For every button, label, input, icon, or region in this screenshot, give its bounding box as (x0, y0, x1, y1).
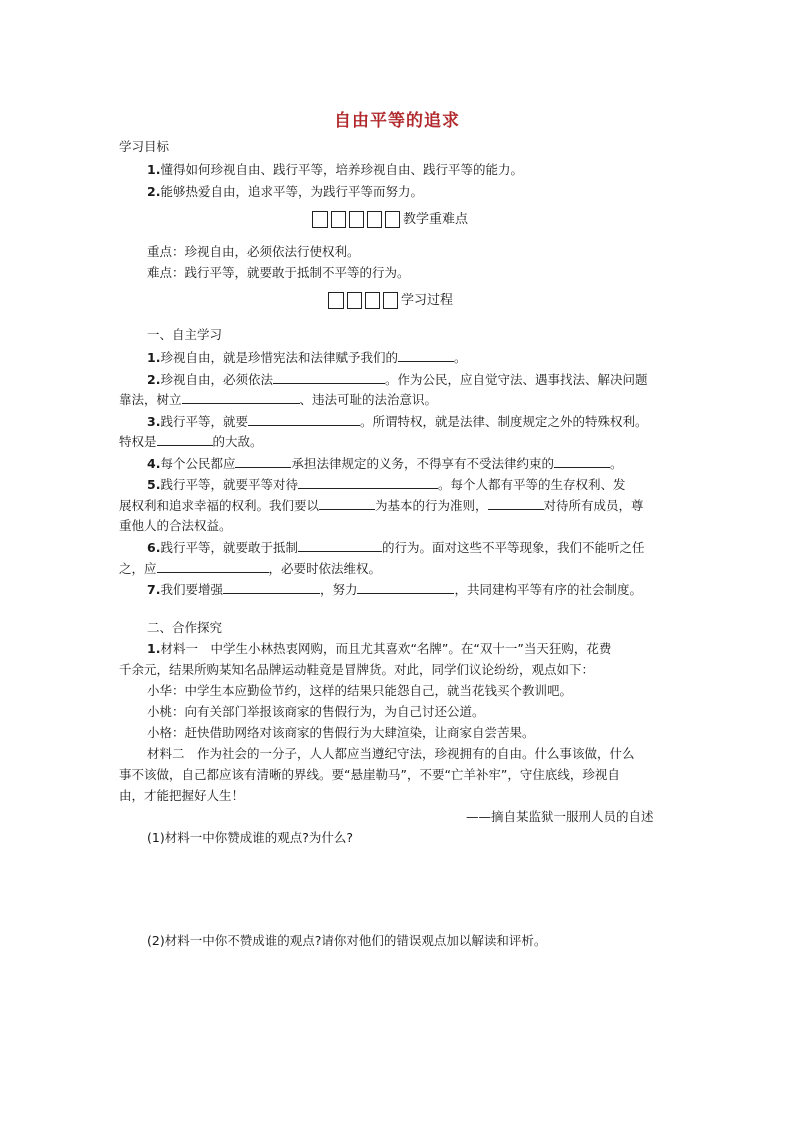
exploration-question-2: (2)材料一中你不赞成谁的观点?请你对他们的错误观点加以解读和评析。 (147, 933, 547, 948)
answer-blank[interactable] (298, 476, 438, 489)
page-title: 自由平等的追求 (334, 111, 460, 131)
material-2-source: ——摘自某监狱一服刑人员的自述 (466, 809, 654, 824)
focus-point: 重点：珍视自由，必须依法行使权利。 (147, 244, 360, 259)
objectives-heading: 学习目标 (119, 139, 170, 154)
material-2-cont: 事不该做，自己都应该有清晰的界线。要“悬崖勒马”，不要“亡羊补牢”，守住底线，珍视自 (119, 767, 620, 782)
decorative-boxes (328, 292, 401, 310)
part2-heading: 二、合作探究 (147, 620, 223, 635)
answer-blank[interactable] (248, 413, 360, 426)
answer-blank[interactable] (235, 455, 291, 468)
question-6: 6.践行平等，就要敢于抵制 的行为。面对这些不平等现象，我们不能听之任 (147, 540, 645, 555)
answer-blank[interactable] (554, 455, 610, 468)
material-1-cont: 千余元，结果所购某知名品牌运动鞋竟是冒牌货。对此，同学们议论纷纷，观点如下： (119, 662, 595, 677)
answer-blank[interactable] (488, 497, 544, 510)
viewpoint-xiaotao: 小桃：向有关部门举报该商家的售假行为，为自己讨还公道。 (147, 704, 485, 719)
answer-blank[interactable] (298, 539, 382, 552)
material-2-cont: 由，才能把握好人生！ (119, 788, 245, 803)
answer-blank[interactable] (223, 581, 320, 594)
question-5-cont: 重他人的合法权益。 (119, 518, 232, 533)
objective-text: 懂得如何珍视自由、践行平等，培养珍视自由、践行平等的能力。 (160, 162, 523, 177)
question-2: 2.珍视自由，必须依法 。作为公民，应自觉守法、遇事找法、解决问题 (147, 372, 648, 387)
question-5-cont: 展权利和追求幸福的权利。我们要以 为基本的行为准则， 对待所有成员，尊 (119, 498, 644, 513)
question-6-cont: 之，应 ，必要时依法维权。 (119, 561, 382, 576)
question-3-cont: 特权是 的大敌。 (119, 434, 263, 449)
difficulty-point: 难点：践行平等，就要敢于抵制不平等的行为。 (147, 265, 410, 280)
objective-item (147, 184, 423, 200)
material-2: 材料二 作为社会的一分子，人人都应当遵纪守法，珍视拥有的自由。什么事该做，什么 (147, 746, 635, 761)
viewpoint-xiaoge: 小格：赶快借助网络对该商家的售假行为大肆渲染，让商家自尝苦果。 (147, 725, 535, 740)
answer-blank[interactable] (273, 371, 385, 384)
question-4: 4.每个公民都应 承担法律规定的义务，不得享有不受法律约束的 。 (147, 456, 623, 471)
question-2-cont: 靠法，树立 、违法可耻的法治意识。 (119, 392, 438, 407)
question-5: 5.践行平等，就要平等对待 。每个人都有平等的生存权利、发 (147, 477, 626, 492)
viewpoint-xiaohua: 小华：中学生本应勤俭节约，这样的结果只能怨自己，就当花钱买个教训吧。 (147, 683, 573, 698)
question-3: 3.践行平等，就要 。所谓特权，就是法律、制度规定之外的特殊权利。 (147, 414, 648, 429)
objective-number: 1. (147, 162, 161, 177)
answer-blank[interactable] (398, 349, 454, 362)
part1-heading: 一、自主学习 (147, 327, 223, 342)
answer-blank[interactable] (319, 497, 375, 510)
material-1: 1.材料一 中学生小林热衷网购，而且尤其喜欢“名牌”。在“双十一”当天狂购，花费 (147, 641, 612, 656)
process-heading (328, 292, 453, 311)
answer-blank[interactable] (182, 391, 300, 404)
objective-text: 能够热爱自由，追求平等，为践行平等而努力。 (160, 184, 423, 199)
objective-item (147, 162, 523, 178)
question-7: 7.我们要增强 ，努力 ，共同建构平等有序的社会制度。 (147, 582, 642, 597)
key-points-heading-label: 教学重难点 (403, 212, 469, 227)
objective-number: 2. (147, 184, 161, 199)
key-points-heading (312, 211, 468, 230)
answer-blank[interactable] (157, 433, 213, 446)
question-1: 1.珍视自由，就是珍惜宪法和法律赋予我们的 。 (147, 350, 467, 365)
decorative-boxes (312, 211, 403, 229)
answer-blank[interactable] (157, 560, 269, 573)
process-heading-label: 学习过程 (401, 293, 454, 308)
answer-blank[interactable] (357, 581, 454, 594)
exploration-question-1: (1)材料一中你赞成谁的观点?为什么? (147, 830, 353, 845)
